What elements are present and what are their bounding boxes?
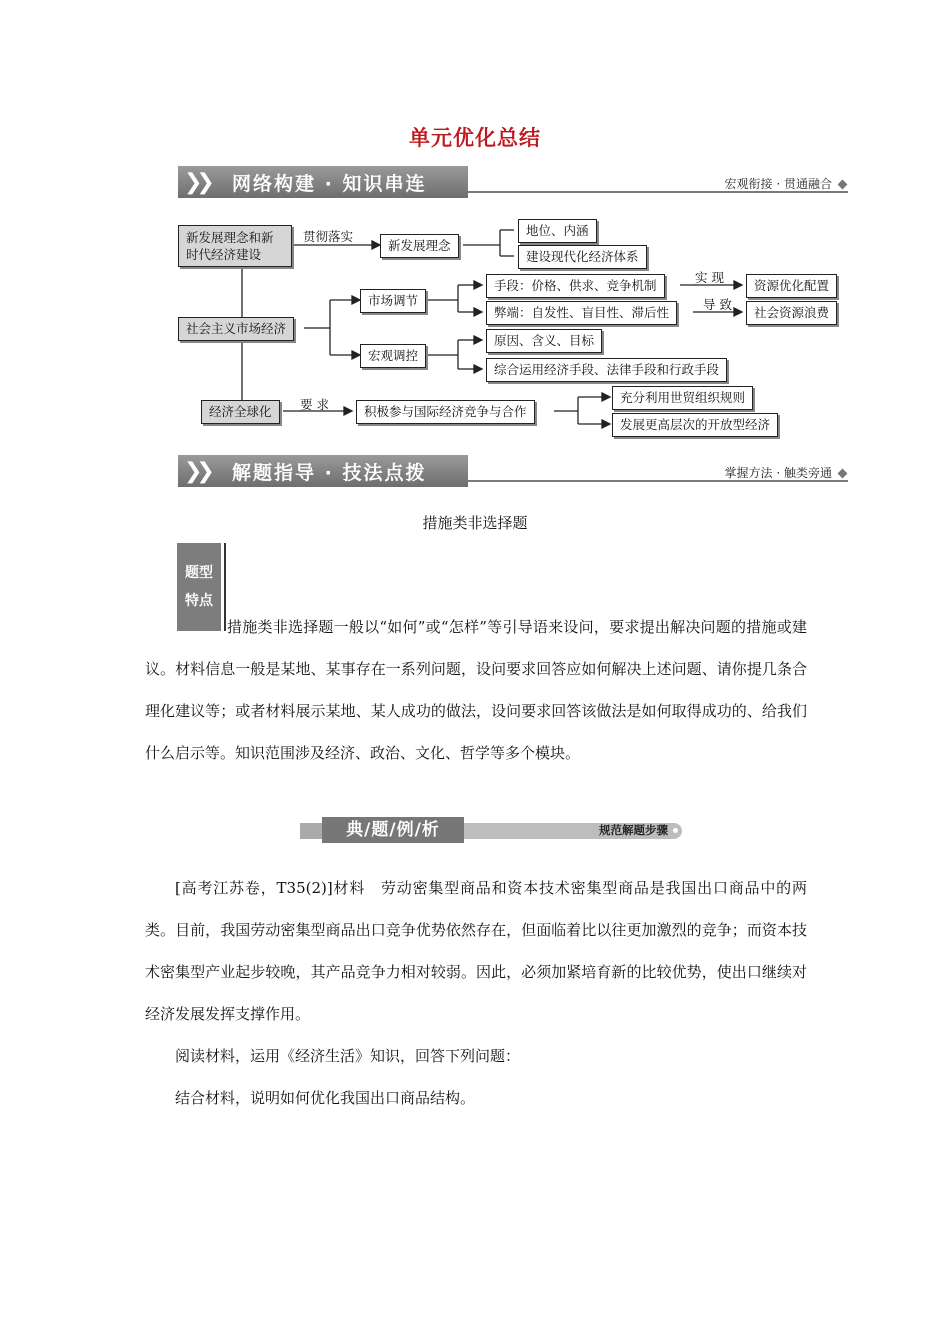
node-macro-reasons: 原因、含义、目标 bbox=[486, 329, 602, 353]
example-banner-subtitle: 规范解题步骤 bbox=[599, 823, 668, 837]
knowledge-map bbox=[0, 0, 950, 460]
node-resource-optimization: 资源优化配置 bbox=[746, 274, 837, 298]
node-market-means: 手段：价格、供求、竞争机制 bbox=[486, 274, 665, 298]
double-chevron-icon: ❯❯ bbox=[184, 170, 209, 195]
node-macro-control: 宏观调控 bbox=[360, 344, 426, 368]
banner-subtitle: 宏观衔接 · 贯通融合 bbox=[724, 177, 832, 191]
method-description bbox=[145, 606, 807, 774]
tag-line-1: 题型 bbox=[185, 565, 213, 581]
connector-lines bbox=[0, 0, 950, 460]
node-market-regulation: 市场调节 bbox=[360, 289, 426, 313]
edge-label-cause: 导 致 bbox=[703, 297, 732, 312]
node-new-concept: 新发展理念 bbox=[380, 234, 459, 258]
banner-subtitle: 掌握方法 · 触类旁通 bbox=[724, 466, 832, 480]
node-modern-economy: 建设现代化经济体系 bbox=[518, 245, 647, 269]
node-international-cooperation: 积极参与国际经济竞争与合作 bbox=[356, 400, 535, 424]
edge-label-implement: 贯彻落实 bbox=[303, 229, 354, 244]
node-open-economy: 发展更高层次的开放型经济 bbox=[612, 413, 778, 437]
node-new-development: 新发展理念和新 时代经济建设 bbox=[178, 225, 292, 267]
banner-title: 网络构建 · 知识串连 bbox=[232, 173, 427, 195]
example-instruction: 阅读材料，运用《经济生活》知识，回答下列问题： bbox=[175, 1047, 521, 1065]
node-globalization: 经济全球化 bbox=[201, 400, 280, 424]
page-title: 单元优化总结 bbox=[409, 126, 541, 150]
example-material bbox=[145, 867, 807, 1035]
banner-left-bar bbox=[300, 823, 322, 839]
node-wto-rules: 充分利用世贸组织规则 bbox=[612, 386, 753, 410]
section-banner-guidance bbox=[178, 455, 848, 487]
edge-label-realize: 实 现 bbox=[695, 270, 724, 285]
banner-bar bbox=[178, 455, 468, 487]
edge-label-require: 要 求 bbox=[300, 397, 329, 412]
double-chevron-icon: ❯❯ bbox=[184, 459, 209, 484]
method-heading: 措施类非选择题 bbox=[422, 514, 528, 532]
material-text: [高考江苏卷，T35(2)]材料 劳动密集型商品和资本技术密集型商品是我国出口商品中的两类。目前，我国劳动密集型商品出口竞争优势依然存在，但面临着比以往更加激烈的竞争；而资本技术密集型产业起步较晚，其产品竞争力相对较弱。因此，必须加紧培育新的比较优势，使出口继续对经济发展发挥支撑作用。 bbox=[145, 879, 807, 1023]
node-market-drawbacks: 弊端：自发性、盲目性、滞后性 bbox=[486, 301, 677, 325]
diamond-icon bbox=[838, 469, 848, 479]
node-resource-waste: 社会资源浪费 bbox=[746, 301, 837, 325]
node-macro-means: 综合运用经济手段、法律手段和行政手段 bbox=[486, 358, 727, 382]
node-status-meaning: 地位、内涵 bbox=[518, 219, 597, 243]
tag-line-2: 特点 bbox=[185, 593, 213, 609]
example-question: 结合材料，说明如何优化我国出口商品结构。 bbox=[175, 1089, 476, 1107]
node-market-economy: 社会主义市场经济 bbox=[178, 317, 294, 341]
example-banner bbox=[300, 817, 682, 843]
dot-icon bbox=[673, 828, 678, 833]
method-text: 措施类非选择题一般以“如何”或“怎样”等引导语来设问，要求提出解决问题的措施或建议。材料信息一般是某地、某事存在一系列问题，设问要求回答应如何解决上述问题、请你提几条合理化建议等；或者材料展示某地、某人成功的做法，设问要求回答该做法是如何取得成功的、给我们什么启示等。知识范围涉及经济、政治、文化、哲学等多个模块。 bbox=[145, 618, 807, 762]
banner-title: 解题指导 · 技法点拨 bbox=[232, 462, 427, 484]
example-banner-title: 典/题/例/析 bbox=[322, 817, 464, 843]
